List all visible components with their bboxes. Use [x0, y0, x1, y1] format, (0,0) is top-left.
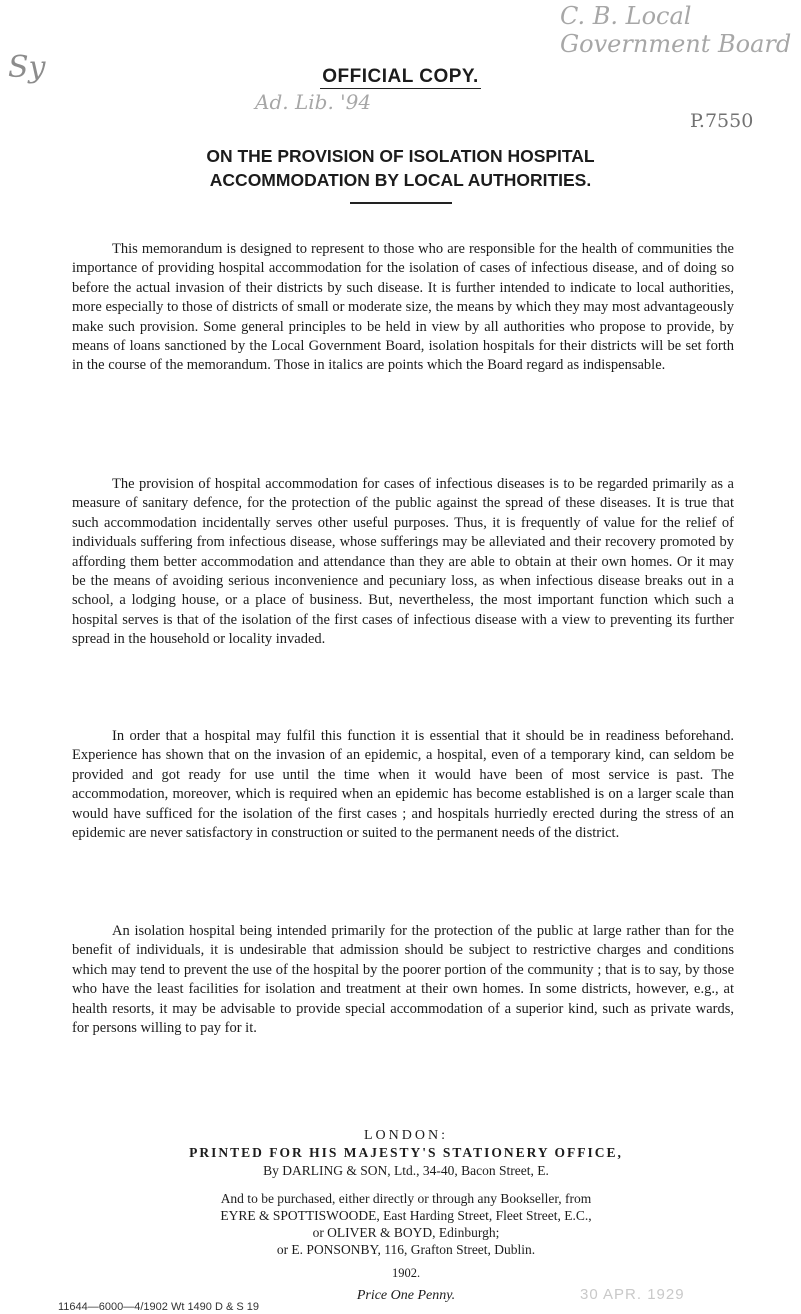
imprint-seller-1: EYRE & SPOTTISWOODE, East Harding Street, Fleet Street, E.C.,	[220, 1208, 592, 1223]
paragraph-3: In order that a hospital may fulfil this function it is essential that it should be in readiness beforehand. Experience has shown that on the invasion of an epidemic, a hospital, even of a temporary kind, can seldom be provided and got ready for use until the time when it would have been of most service is past. The accommodation, moreover, which is required when an epidemic has become established is on a larger scale than would have sufficed for the isolation of the first cases ; and hospitals hurriedly erected during the stress of an epidemic are never satisfactory in construction or suited to the permanent needs of the district.	[72, 728, 734, 842]
heading-handwritten-note: Ad. Lib. '94	[255, 90, 372, 114]
imprint-purchase-line: And to be purchased, either directly or through any Bookseller, from	[220, 1191, 592, 1206]
imprint-seller-3: or E. PONSONBY, 116, Grafton Street, Dublin.	[276, 1242, 536, 1257]
print-code: 11644—6000—4/1902 Wt 1490 D & S 19	[58, 1301, 259, 1313]
official-copy-heading	[0, 66, 801, 88]
paragraph-4: An isolation hospital being intended primarily for the protection of the public at large rather than for the benefit of individuals, it is undesirable that admission should be subject to restrictive charges and conditions which may tend to prevent the use of the hospital by the poorer portion of the community ; that is to say, by those who have the least facilities for isolation and treatment at their own homes. In some districts, however, e.g., at health resorts, it may be advisable to provide special accommodation of a superior kind, such as private wards, for persons willing to pay for it.	[72, 923, 734, 1037]
imprint-printed-for: PRINTED FOR HIS MAJESTY'S STATIONERY OFFICE,	[189, 1145, 623, 1160]
imprint-price: Price One Penny.	[356, 1288, 456, 1303]
document-title	[0, 144, 801, 192]
imprint-printer: By DARLING & SON, Ltd., 34-40, Bacon Street, E.	[263, 1163, 549, 1178]
imprint-seller-2: or OLIVER & BOYD, Edinburgh;	[312, 1225, 500, 1240]
title-line-1: ON THE PROVISION OF ISOLATION HOSPITAL	[206, 146, 595, 166]
paragraph-2: The provision of hospital accommodation for cases of infectious diseases is to be regarded primarily as a measure of sanitary defence, for the protection of the public against the spread of these diseases. It is true that such accommodation incidentally serves other useful purposes. Thus, it is frequently of value for the relief of individuals suffering from infectious disease, whose sufferings may be alleviated and their recovery promoted by affording them better accommodation and attendance than they are able to obtain at their own homes. Or it may be the means of avoiding serious inconvenience and pecuniary loss, as when infectious disease breaks out in a school, a lodging house, or a place of business. But, nevertheless, the most important function which such a hospital serves is that of the isolation of the first cases of infectious disease with a view to preventing its further spread in the household or locality invaded.	[72, 476, 734, 648]
title-line-2: ACCOMMODATION BY LOCAL AUTHORITIES.	[209, 170, 592, 190]
top-handwritten-note: C. B. Local Government Board	[560, 2, 792, 58]
official-copy-text: OFFICIAL COPY.	[322, 66, 479, 87]
margin-handwritten-mark: Sy	[8, 50, 46, 85]
imprint-london: LONDON:	[364, 1128, 448, 1143]
imprint-year: 1902.	[391, 1266, 421, 1280]
reference-mark: P.7550	[690, 110, 754, 132]
paragraph-1: This memorandum is designed to represent to those who are responsible for the health of communities the importance of providing hospital accommodation for the isolation of cases of infectious disease, and of doing so before the actual invasion of their districts by such disease. It is further intended to indicate to local authorities, more especially to those of districts of small or moderate size, the means by which they may most advantageously make such provision. Some general principles to be held in view by all authorities who propose to provide, by means of loans sanctioned by the Local Government Board, isolation hospitals for their districts will be set forth in the course of the memorandum. Those in italics are points which the Board regard as indispensable.	[72, 241, 734, 374]
title-divider	[350, 202, 452, 204]
date-stamp: 30 APR. 1929	[580, 1286, 685, 1303]
